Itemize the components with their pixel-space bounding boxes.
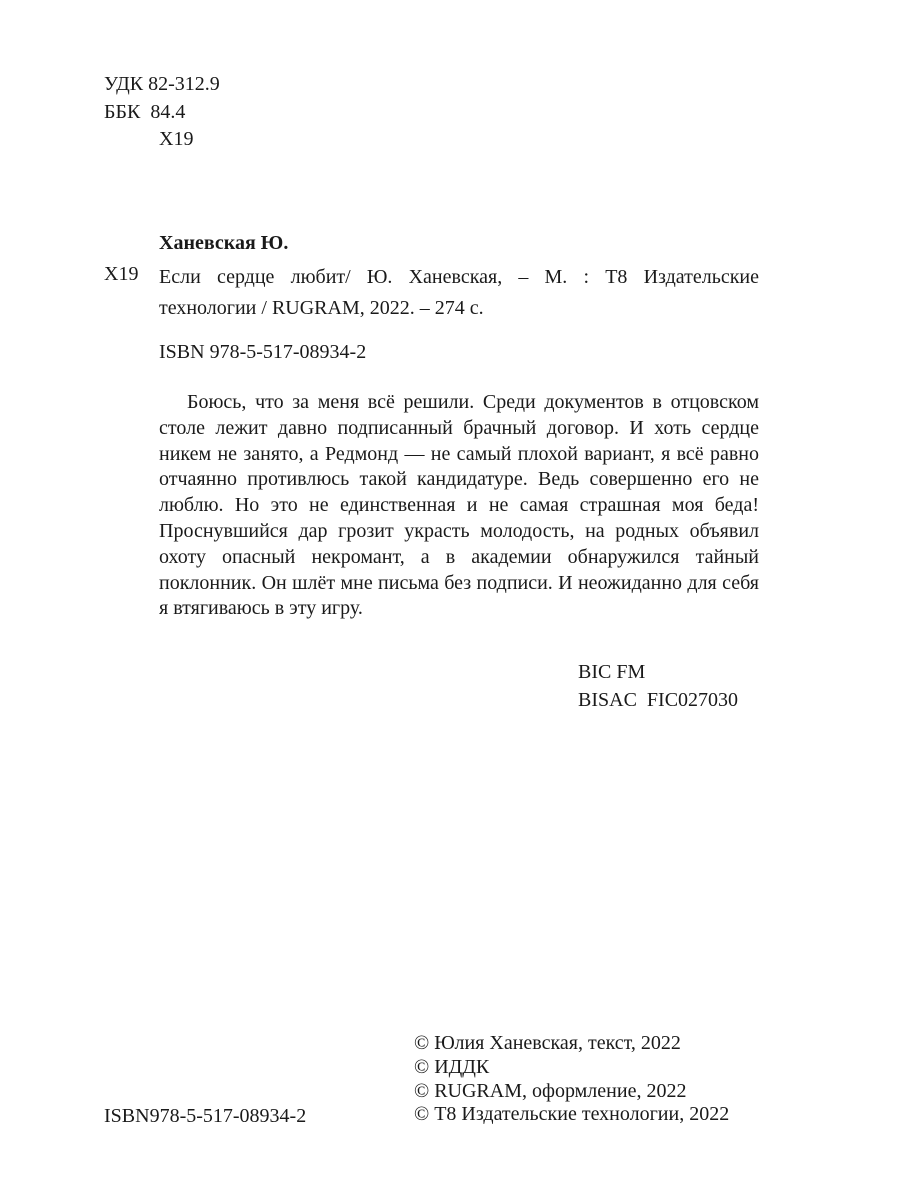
bibliographic-description: Если сердце любит/ Ю. Ханевская, – М. : Т8 Издательские технологии / RUGRAM, 2022. – 274 с. bbox=[159, 266, 759, 319]
bisac-label: BISAC bbox=[578, 689, 637, 711]
author-name: Ханевская Ю. bbox=[159, 232, 289, 254]
bbk-code bbox=[104, 100, 185, 125]
bbk-label: ББК bbox=[104, 101, 141, 123]
copyright-line: © ИДДК bbox=[414, 1055, 490, 1078]
isbn-bottom: ISBN978-5-517-08934-2 bbox=[104, 1105, 307, 1127]
isbn: ISBN 978-5-517-08934-2 bbox=[159, 341, 367, 363]
bic-code: BIC FM bbox=[578, 661, 646, 683]
annotation-text: Боюсь, что за меня всё решили. Среди документов в отцовском столе лежит давно подписанный брачный договор. И хоть сердце никем не занято, а Редмонд — не самый плохой вариант, я всё равно отчаянно противлюсь такой кандидатуре. Ведь совершенно его не люблю. Но это не единственная и не самая страшная моя беда! Проснувшийся дар грозит украсть молодость, на родных объявил охоту опасный некромант, а в академии обнаружился тайный поклонник. Он шлёт мне письма без подписи. И неожиданно для себя я втягиваюсь в эту игру. bbox=[159, 391, 759, 620]
bisac-code bbox=[578, 688, 738, 713]
author-mark-side: Х19 bbox=[104, 263, 139, 285]
udk-code: УДК 82-312.9 bbox=[104, 73, 220, 95]
copyright-line: © RUGRAM, оформление, 2022 bbox=[414, 1079, 687, 1102]
author-mark: Х19 bbox=[159, 128, 194, 150]
bisac-value: FIC027030 bbox=[646, 689, 739, 711]
bbk-value: 84.4 bbox=[150, 101, 186, 123]
copyright-line: © Юлия Ханевская, текст, 2022 bbox=[414, 1032, 681, 1054]
copyright-line: © Т8 Издательские технологии, 2022 bbox=[414, 1103, 730, 1126]
copyright-list bbox=[414, 1032, 729, 1127]
